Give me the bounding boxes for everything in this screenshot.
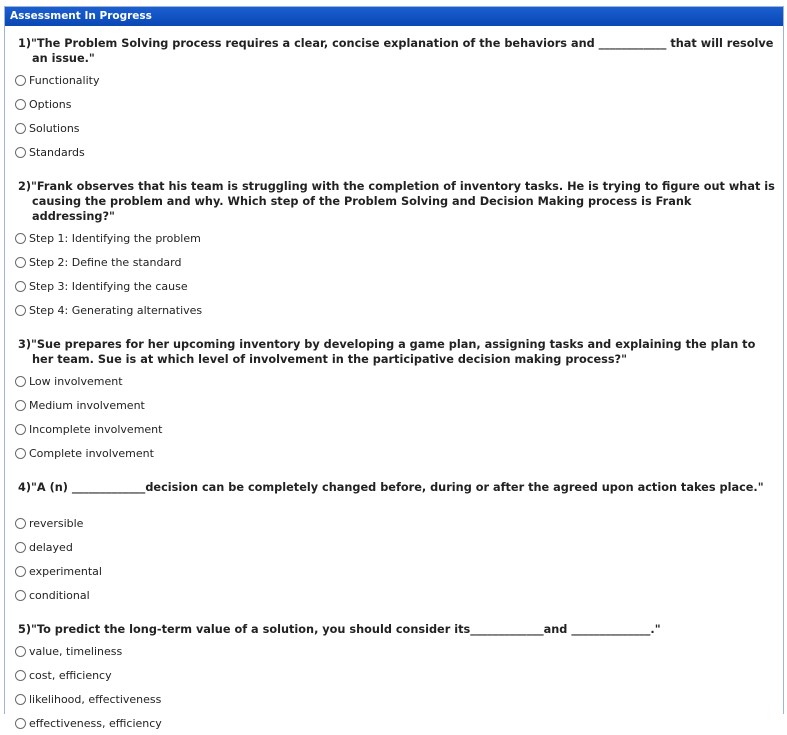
option-functionality[interactable] xyxy=(13,68,775,92)
option-standards[interactable] xyxy=(13,140,775,164)
option-likelihood-effectiveness[interactable] xyxy=(13,687,775,711)
radio-button[interactable] xyxy=(15,376,26,387)
option-label: conditional xyxy=(29,588,90,602)
option-label: Step 4: Generating alternatives xyxy=(29,303,203,317)
radio-button[interactable] xyxy=(15,424,26,435)
option-delayed[interactable] xyxy=(13,535,775,559)
question-text: 5)"To predict the long-term value of a solution, you should consider its_____________and ______________." xyxy=(18,623,661,636)
question-1 xyxy=(13,36,775,164)
option-step-3[interactable] xyxy=(13,274,775,298)
option-label: Options xyxy=(29,97,72,111)
radio-button[interactable] xyxy=(15,542,26,553)
option-experimental[interactable] xyxy=(13,559,775,583)
option-label: reversible xyxy=(29,516,84,530)
radio-button[interactable] xyxy=(15,590,26,601)
question-3 xyxy=(13,337,775,465)
option-label: Low involvement xyxy=(29,374,123,388)
radio-button[interactable] xyxy=(15,400,26,411)
option-label: Step 2: Define the standard xyxy=(29,255,182,269)
option-reversible[interactable] xyxy=(13,511,775,535)
option-cost-efficiency[interactable] xyxy=(13,663,775,687)
radio-button[interactable] xyxy=(15,718,26,729)
panel-header: Assessment In Progress xyxy=(5,7,783,26)
option-conditional[interactable] xyxy=(13,583,775,607)
radio-button[interactable] xyxy=(15,281,26,292)
option-medium-involvement[interactable] xyxy=(13,393,775,417)
radio-button[interactable] xyxy=(15,646,26,657)
radio-button[interactable] xyxy=(15,123,26,134)
radio-button[interactable] xyxy=(15,448,26,459)
option-step-1[interactable] xyxy=(13,226,775,250)
radio-button[interactable] xyxy=(15,566,26,577)
option-value-timeliness[interactable] xyxy=(13,639,775,663)
radio-button[interactable] xyxy=(15,99,26,110)
option-label: value, timeliness xyxy=(29,644,123,658)
option-label: Medium involvement xyxy=(29,398,145,412)
option-step-4[interactable] xyxy=(13,298,775,322)
option-label: Incomplete involvement xyxy=(29,422,163,436)
option-incomplete-involvement[interactable] xyxy=(13,417,775,441)
question-text: 2)"Frank observes that his team is struggling with the completion of inventory tasks. He is trying to figure out what is causing the problem and why. Which step of the Problem Solving and Decision Making process is Frank addressing?" xyxy=(18,180,775,223)
option-label: effectiveness, efficiency xyxy=(29,716,162,730)
radio-button[interactable] xyxy=(15,670,26,681)
question-text: 3)"Sue prepares for her upcoming inventory by developing a game plan, assigning tasks and explaining the plan to her team. Sue is at which level of involvement in the participative decision making process?" xyxy=(18,338,756,366)
questions-list xyxy=(5,36,783,735)
question-text: 4)"A (n) _____________decision can be completely changed before, during or after the agreed upon action takes place." xyxy=(18,481,764,494)
radio-button[interactable] xyxy=(15,147,26,158)
option-label: Standards xyxy=(29,145,85,159)
option-effectiveness-efficiency[interactable] xyxy=(13,711,775,735)
option-label: Complete involvement xyxy=(29,446,154,460)
option-low-involvement[interactable] xyxy=(13,369,775,393)
radio-button[interactable] xyxy=(15,75,26,86)
option-options[interactable] xyxy=(13,92,775,116)
option-label: experimental xyxy=(29,564,102,578)
question-text: 1)"The Problem Solving process requires a clear, concise explanation of the behaviors and ____________ that will resolve an issue." xyxy=(18,37,774,65)
radio-button[interactable] xyxy=(15,233,26,244)
option-label: likelihood, effectiveness xyxy=(29,692,162,706)
option-label: cost, efficiency xyxy=(29,668,112,682)
radio-button[interactable] xyxy=(15,518,26,529)
option-label: Step 1: Identifying the problem xyxy=(29,231,201,245)
option-label: Functionality xyxy=(29,73,100,87)
option-step-2[interactable] xyxy=(13,250,775,274)
option-complete-involvement[interactable] xyxy=(13,441,775,465)
radio-button[interactable] xyxy=(15,305,26,316)
radio-button[interactable] xyxy=(15,694,26,705)
option-label: delayed xyxy=(29,540,73,554)
radio-button[interactable] xyxy=(15,257,26,268)
question-4 xyxy=(13,480,775,607)
option-label: Step 3: Identifying the cause xyxy=(29,279,188,293)
option-solutions[interactable] xyxy=(13,116,775,140)
assessment-panel xyxy=(4,6,784,730)
option-label: Solutions xyxy=(29,121,80,135)
question-2 xyxy=(13,179,775,322)
question-5 xyxy=(13,622,775,735)
